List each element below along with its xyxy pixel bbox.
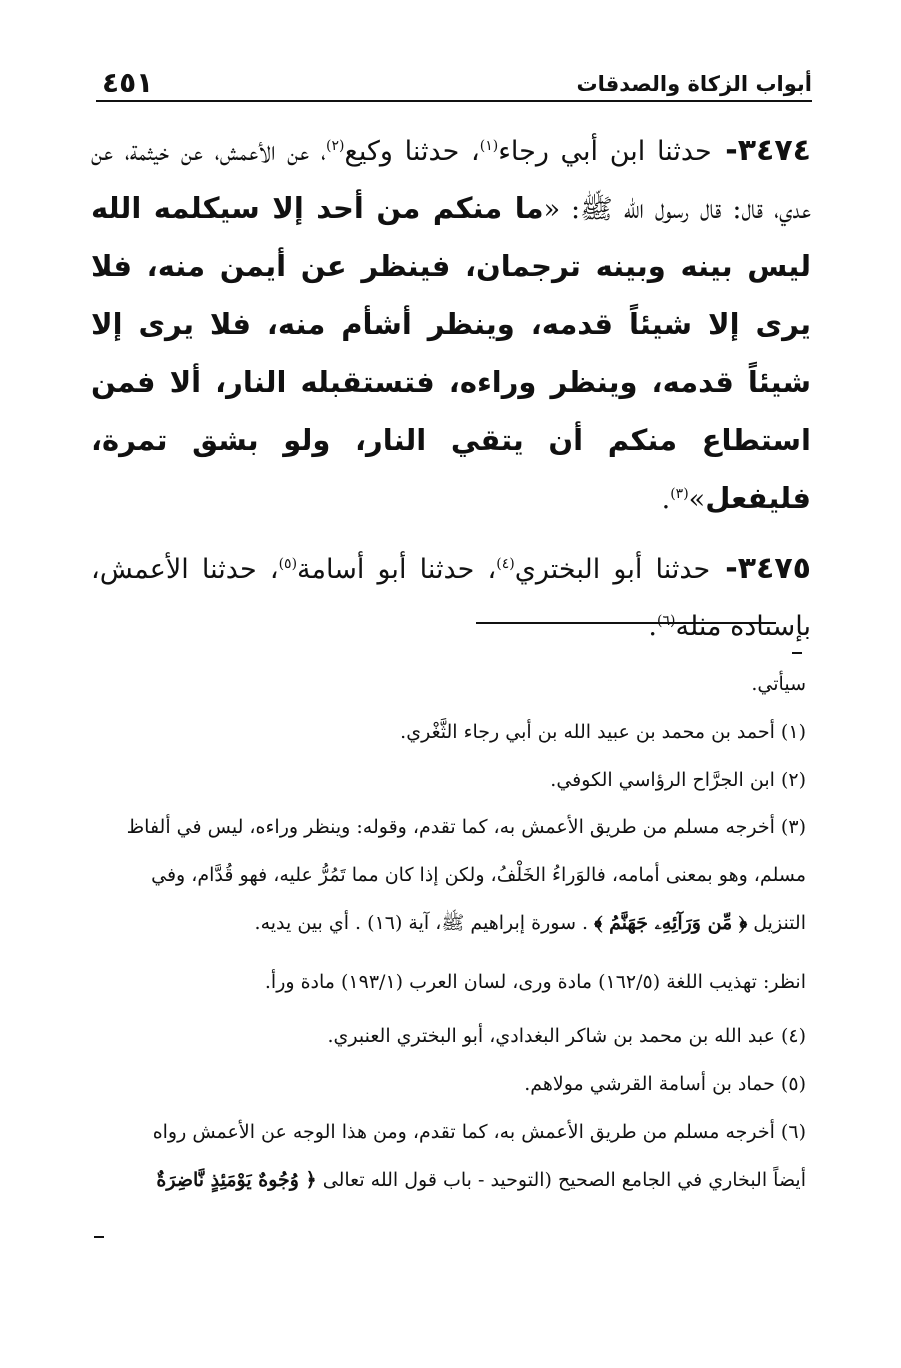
isnad-text: حدثنا أبو البختري: [514, 554, 711, 585]
header-rule: [96, 100, 812, 102]
hadith-dash: -: [711, 133, 738, 168]
hadith-number: ٣٤٧٥: [737, 551, 811, 586]
footnote-6-line-1: (٦) أخرجه مسلم من طريق الأعمش به، كما تقدم، ومن هذا الوجه عن الأعمش رواه: [152, 1121, 806, 1143]
footnote-2: (٢) ابن الجرَّاح الرؤاسي الكوفي.: [550, 769, 806, 791]
footnote-3-reference: انظر: تهذيب اللغة (١٦٢/٥) مادة ورى، لسان العرب (١٩٣/١) مادة ورأ.: [264, 971, 806, 993]
footnote-ref-2[interactable]: (٢): [326, 138, 345, 154]
running-title: أبواب الزكاة والصدقات: [576, 72, 812, 96]
open-quote: «: [543, 194, 561, 225]
text: أيضاً البخاري في الجامع الصحيح (التوحيد - باب قول الله تعالى: [316, 1169, 806, 1191]
page-number: ٤٥١: [102, 66, 154, 99]
footnote-ref-6[interactable]: (٦): [657, 613, 676, 629]
footnote-3-line-3: [91, 899, 806, 947]
page-header: [96, 66, 812, 100]
footnote-5: (٥) حماد بن أسامة القرشي مولاهم.: [524, 1073, 806, 1095]
continuation-mark-top: [792, 652, 802, 654]
footnote-ref-3[interactable]: (٣): [670, 486, 689, 502]
hadith-number: ٣٤٧٤: [737, 133, 811, 168]
hadith-matn: ما منكم من أحد إلا سيكلمه الله ليس بينه وبينه ترجمان، فينظر عن أيمن منه، فلا يرى إلا شيئاً قدمه، وينظر أشأم منه، فلا يرى إلا شيئاً قدمه، وينظر وراءه، فتستقبله النار، ألا فمن استطاع منكم أن يتقي النار، ولو بشق تمرة، فليفعل: [91, 191, 811, 515]
main-text: [91, 122, 811, 655]
footnote-3: [91, 803, 806, 947]
footnote-ref-5[interactable]: (٥): [278, 556, 298, 572]
hadith-dash: -: [710, 551, 738, 586]
footnote-4: (٤) عبد الله بن محمد بن شاكر البغدادي، أبو البختري العنبري.: [327, 1025, 806, 1047]
footnote-1: (١) أحمد بن محمد بن عبيد الله بن أبي رجاء الثَّغْري.: [400, 721, 806, 743]
hadith-3475: [91, 540, 811, 655]
end-mark: .: [648, 611, 658, 642]
text: . سورة إبراهيم ﷺ، آية (١٦) . أي بين يديه.: [254, 912, 595, 934]
isnad-text: ، حدثنا أبو أسامة: [297, 554, 497, 585]
end-mark: .: [661, 484, 671, 515]
continuation-mark-bottom: [94, 1236, 104, 1238]
hadith-3474: [91, 122, 811, 528]
quran-quote: ﴿ مِّن وَرَآئِهِۦ جَهَنَّمُ ﴾: [594, 912, 748, 934]
footnote-6-line-2: [91, 1156, 806, 1204]
isnad-text: ، عن الأعمش، عن خيثمة، عن عدي، قال: قال رسول الله ﷺ:: [91, 136, 812, 225]
text: التنزيل: [747, 912, 806, 934]
footnote-6: [91, 1108, 806, 1204]
footnote-ref-4[interactable]: (٤): [496, 556, 515, 572]
footnote-continued: سيأتي.: [751, 673, 806, 695]
isnad-text: ، حدثنا وكيع: [344, 136, 480, 167]
quran-quote: ﴿ وُجُوهٌ يَوْمَئِذٍ نَّاضِرَةٌ: [156, 1169, 317, 1191]
close-quote: »: [688, 484, 706, 515]
isnad-text: حدثنا ابن أبي رجاء: [498, 136, 712, 167]
isnad-text: ، حدثنا الأعمش، بإسناده مثله: [91, 554, 811, 642]
footnote-ref-1[interactable]: (١): [479, 138, 499, 154]
footnote-3-line-2: مسلم، وهو بمعنى أمامه، فالوَراءُ الخَلْفُ، ولكن إذا كان مما تَمُرُّ عليه، فهو قُدَّام، وفي: [151, 864, 806, 886]
footnote-3-line-1: (٣) أخرجه مسلم من طريق الأعمش به، كما تقدم، وقوله: وينظر وراءه، ليس في ألفاظ: [126, 816, 806, 838]
footnote-separator: [476, 622, 776, 624]
